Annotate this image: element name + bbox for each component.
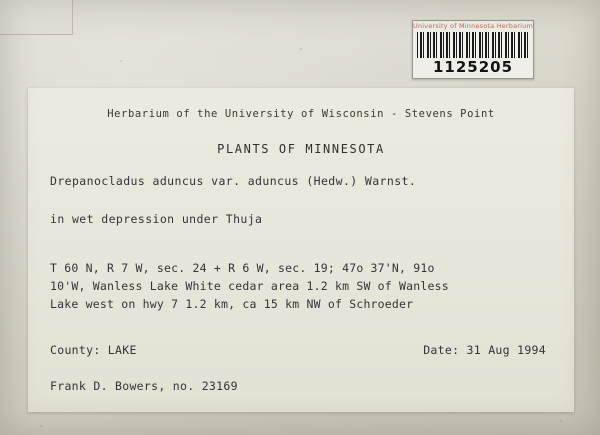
locality-line-3: Lake west on hwy 7 1.2 km, ca 15 km NW of Schroeder — [50, 296, 414, 311]
habitat-description: in wet depression under Thuja — [50, 212, 263, 226]
plants-of-minnesota-title: PLANTS OF MINNESOTA — [217, 142, 385, 156]
specimen-label — [28, 88, 574, 412]
locality-line-2: 10'W, Wanless Lake White cedar area 1.2 km SW of Wanless — [50, 278, 449, 293]
barcode-institution-text: University of Minnesota Herbarium — [413, 22, 533, 30]
herbarium-title: Herbarium of the University of Wisconsin - Stevens Point — [107, 108, 495, 120]
paper-speckle — [560, 420, 562, 422]
collection-date: Date: 31 Aug 1994 — [423, 343, 546, 358]
barcode-number: 1125205 — [432, 57, 514, 76]
locality-line-1: T 60 N, R 7 W, sec. 24 + R 6 W, sec. 19; 47o 37'N, 91o — [50, 261, 435, 275]
paper-speckle — [40, 425, 42, 427]
paper-speckle — [120, 60, 122, 62]
county-text: County: LAKE — [50, 343, 137, 358]
paper-speckle — [300, 48, 302, 50]
paper-fragment — [0, 0, 73, 35]
taxon-name: Drepanocladus aduncus var. aduncus (Hedw.) Warnst. — [50, 174, 417, 188]
locality-description — [50, 260, 552, 313]
barcode-label — [412, 20, 534, 79]
collector-text: Frank D. Bowers, no. 23169 — [50, 379, 238, 394]
barcode-bars-icon — [417, 32, 529, 58]
county-date-row — [50, 343, 552, 357]
